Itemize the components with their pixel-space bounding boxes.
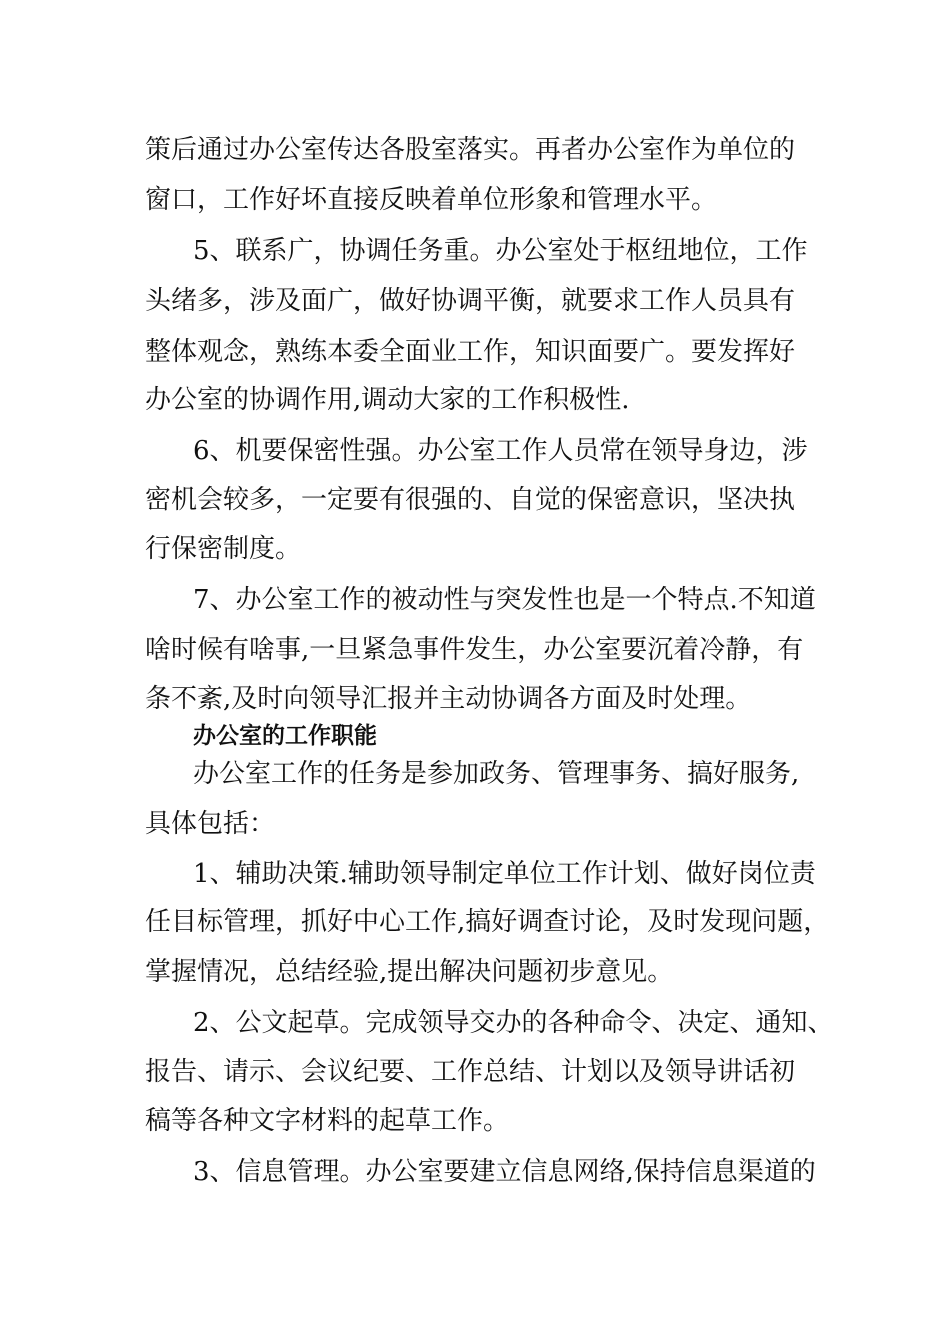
paragraph-line: 窗口，工作好坏直接反映着单位形象和管理水平。 (145, 185, 718, 215)
paragraph-line: 行保密制度。 (145, 534, 302, 564)
paragraph-line: 啥时候有啥事,一旦紧急事件发生，办公室要沉着冷静，有 (145, 635, 804, 665)
paragraph-line: 策后通过办公室传达各股室落实。再者办公室作为单位的 (145, 135, 796, 165)
paragraph-line: 1、辅助决策.辅助领导制定单位工作计划、做好岗位责 (193, 859, 816, 889)
paragraph-line: 办公室工作的任务是参加政务、管理事务、搞好服务, (193, 759, 800, 789)
paragraph-line: 密机会较多，一定要有很强的、自觉的保密意识，坚决执 (145, 485, 796, 515)
paragraph-line: 掌握情况，总结经验,提出解决问题初步意见。 (145, 957, 674, 987)
paragraph-line: 任目标管理，抓好中心工作,搞好调查讨论，及时发现问题， (145, 907, 830, 937)
paragraph-line: 2、公文起草。完成领导交办的各种命令、决定、通知、 (193, 1008, 834, 1038)
paragraph-line: 报告、请示、会议纪要、工作总结、计划以及领导讲话初 (145, 1057, 796, 1087)
paragraph-line: 整体观念，熟练本委全面业工作，知识面要广。要发挥好 (145, 337, 796, 367)
paragraph-line: 5、联系广，协调任务重。办公室处于枢纽地位，工作 (193, 236, 808, 266)
section-heading: 办公室的工作职能 (193, 723, 377, 749)
paragraph-line: 稿等各种文字材料的起草工作。 (145, 1106, 510, 1136)
paragraph-line: 头绪多，涉及面广，做好协调平衡，就要求工作人员具有 (145, 286, 796, 316)
paragraph-line: 条不紊,及时向领导汇报并主动协调各方面及时处理。 (145, 684, 752, 714)
paragraph-line: 7、办公室工作的被动性与突发性也是一个特点.不知道 (193, 585, 816, 615)
paragraph-line: 具体包括： (145, 809, 276, 839)
paragraph-line: 办公室的协调作用,调动大家的工作积极性. (145, 385, 630, 415)
paragraph-line: 3、信息管理。办公室要建立信息网络,保持信息渠道的 (193, 1157, 816, 1187)
paragraph-line: 6、机要保密性强。办公室工作人员常在领导身边，涉 (193, 436, 808, 466)
